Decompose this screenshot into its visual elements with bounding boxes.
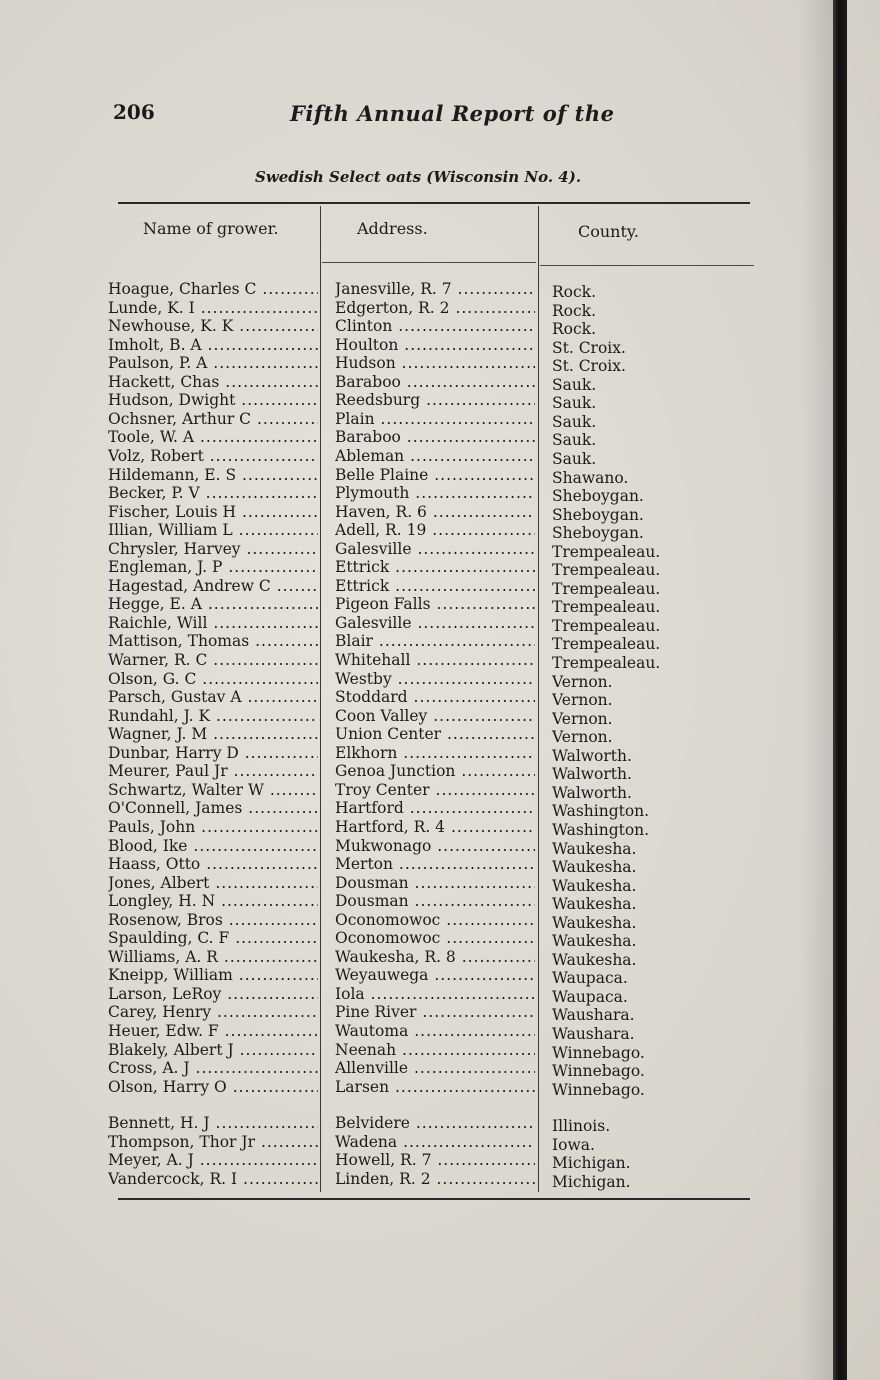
grower-name-cell	[108, 874, 318, 892]
grower-name: Dunbar, Harry D	[108, 743, 239, 762]
address-cell	[335, 299, 535, 317]
grower-name-cell	[108, 503, 318, 521]
address-cell	[335, 929, 535, 947]
grower-name: Vandercock, R. I	[108, 1169, 238, 1188]
county-cell: Sauk.	[552, 412, 597, 431]
grower-name: Blakely, Albert J	[108, 1040, 234, 1059]
address: Union Center	[335, 725, 442, 744]
address: Baraboo	[335, 428, 401, 447]
address-cell	[335, 503, 535, 521]
address: Ettrick	[335, 576, 390, 595]
address-cell	[335, 540, 535, 558]
grower-name: Chrysler, Harvey	[108, 539, 241, 558]
county-cell: Winnebago.	[552, 1080, 645, 1099]
grower-name-cell	[108, 280, 318, 298]
grower-name-cell	[108, 929, 318, 947]
grower-name: Imholt, B. A	[108, 335, 202, 354]
address-cell	[335, 558, 535, 576]
address: Houlton	[335, 335, 399, 354]
address-cell	[335, 744, 535, 762]
address-cell	[335, 892, 535, 910]
address: Whitehall	[335, 651, 411, 669]
grower-name: Carey, Henry	[108, 1003, 212, 1022]
grower-name: Mattison, Thomas	[108, 632, 250, 651]
grower-name: Fischer, Louis H	[108, 502, 237, 521]
address-cell	[335, 447, 535, 465]
grower-name-cell	[108, 985, 318, 1003]
county-cell: Sheboygan.	[552, 524, 644, 543]
grower-name: Meurer, Paul Jr	[108, 762, 228, 781]
address: Westby	[335, 669, 392, 688]
grower-name: Cross, A. J	[108, 1059, 190, 1078]
address: Oconomowoc	[335, 929, 441, 948]
grower-name-cell	[108, 577, 318, 595]
county-cell: Shawano.	[552, 468, 629, 487]
column-header-name: Name of grower.	[143, 219, 279, 238]
grower-name: Parsch, Gustav A	[108, 688, 242, 707]
column-divider-1	[320, 206, 321, 1192]
address-cell	[335, 484, 535, 502]
address-cell	[335, 911, 535, 929]
grower-name-cell	[108, 892, 318, 910]
address: Elkhorn	[335, 743, 398, 762]
grower-name-cell	[108, 391, 318, 409]
book-spine	[833, 0, 847, 1380]
grower-name-cell	[108, 632, 318, 650]
address: Edgerton, R. 2	[335, 298, 450, 317]
county-cell: Iowa.	[552, 1135, 595, 1154]
running-title: Fifth Annual Report of the	[290, 101, 615, 126]
county-cell: Waukesha.	[552, 858, 637, 877]
grower-name: Heuer, Edw. F	[108, 1022, 219, 1040]
county-cell: Trempealeau.	[552, 598, 661, 617]
address-cell	[335, 1003, 535, 1021]
grower-name-cell	[108, 799, 318, 817]
grower-name: Haass, Otto	[108, 855, 201, 874]
grower-name: Paulson, P. A	[108, 354, 208, 373]
address: Hartford	[335, 799, 404, 818]
grower-name-cell	[108, 595, 318, 613]
county-cell: Walworth.	[552, 783, 632, 802]
grower-name-cell	[108, 1170, 318, 1188]
address-cell	[335, 595, 535, 613]
address: Stoddard	[335, 688, 408, 707]
grower-name-cell	[108, 1151, 318, 1169]
county-cell: Sheboygan.	[552, 505, 644, 524]
address: Oconomowoc	[335, 910, 441, 929]
grower-name-cell	[108, 688, 318, 706]
county-cell: Sauk.	[552, 375, 597, 394]
address-cell	[335, 837, 535, 855]
grower-name-cell	[108, 1059, 318, 1077]
table-bottom-rule	[118, 1198, 750, 1200]
county-cell: Waupaca.	[552, 987, 628, 1006]
address-cell	[335, 317, 535, 335]
grower-name: Ochsner, Arthur C	[108, 409, 252, 428]
grower-name-cell	[108, 336, 318, 354]
grower-name: Hegge, E. A	[108, 595, 202, 614]
grower-name-cell	[108, 744, 318, 762]
address: Dousman	[335, 873, 409, 892]
grower-name-cell	[108, 1003, 318, 1021]
county-cell: Winnebago.	[552, 1062, 645, 1081]
grower-name-cell	[108, 484, 318, 502]
address-cell	[335, 725, 535, 743]
grower-name-cell	[108, 428, 318, 446]
grower-name-cell	[108, 762, 318, 780]
address-cell	[335, 874, 535, 892]
address: Waukesha, R. 8	[335, 947, 456, 966]
county-cell: Waushara.	[552, 1025, 635, 1043]
address-cell	[335, 799, 535, 817]
address-cell	[335, 428, 535, 446]
county-cell: Michigan.	[552, 1154, 631, 1173]
grower-name: Olson, Harry O	[108, 1077, 227, 1096]
county-cell: St. Croix.	[552, 338, 626, 357]
address: Neenah	[335, 1040, 397, 1059]
address: Iola	[335, 984, 365, 1003]
grower-name-cell	[108, 521, 318, 539]
county-cell: Trempealeau.	[552, 542, 661, 561]
county-cell: Waukesha.	[552, 839, 637, 858]
county-cell: Trempealeau.	[552, 579, 661, 598]
address-cell	[335, 670, 535, 688]
grower-name-cell	[108, 540, 318, 558]
grower-name: Thompson, Thor Jr	[108, 1132, 256, 1151]
county-cell: Rock.	[552, 283, 597, 301]
address-header-underline	[322, 262, 536, 263]
grower-name-cell	[108, 948, 318, 966]
address: Blair	[335, 632, 373, 651]
address: Allenville	[335, 1059, 409, 1078]
county-cell: Waushara.	[552, 1006, 635, 1025]
grower-name: Jones, Albert	[108, 873, 210, 892]
county-cell: Sauk.	[552, 431, 597, 450]
page-number: 206	[113, 100, 155, 124]
county-cell: Michigan.	[552, 1172, 631, 1191]
grower-name: Blood, Ike	[108, 836, 188, 855]
grower-name-cell	[108, 707, 318, 725]
grower-name: Pauls, John	[108, 817, 196, 836]
county-cell: Trempealeau.	[552, 616, 661, 635]
address-cell	[335, 762, 535, 780]
address-cell	[335, 948, 535, 966]
grower-name: Schwartz, Walter W	[108, 780, 264, 799]
address: Larsen	[335, 1077, 390, 1096]
address-cell	[335, 1151, 535, 1169]
address: Plain	[335, 409, 375, 428]
grower-name-cell	[108, 1078, 318, 1096]
grower-name: Hackett, Chas	[108, 372, 220, 391]
grower-name: O'Connell, James	[108, 799, 243, 818]
address-cell	[335, 466, 535, 484]
grower-name-cell	[108, 1022, 318, 1040]
county-cell: Walworth.	[552, 746, 632, 765]
address: Ettrick	[335, 558, 390, 577]
grower-name-cell	[108, 466, 318, 484]
address-cell	[335, 1170, 535, 1188]
address-cell	[335, 336, 535, 354]
grower-name-cell	[108, 818, 318, 836]
address-cell	[335, 966, 535, 984]
address-cell	[335, 1022, 535, 1040]
grower-name: Larson, LeRoy	[108, 984, 222, 1003]
county-cell: Illinois.	[552, 1117, 611, 1136]
grower-name: Meyer, A. J	[108, 1151, 194, 1170]
grower-name: Volz, Robert	[108, 446, 204, 465]
county-cell: Trempealeau.	[552, 654, 661, 672]
grower-name: Hildemann, E. S	[108, 465, 237, 484]
address: Linden, R. 2	[335, 1169, 431, 1188]
address: Mukwonago	[335, 836, 432, 855]
grower-name: Hagestad, Andrew C	[108, 576, 271, 595]
county-cell: Trempealeau.	[552, 561, 661, 580]
county-cell: Vernon.	[552, 691, 613, 710]
county-cell: St. Croix.	[552, 357, 626, 376]
grower-name-cell	[108, 373, 318, 391]
county-cell: Sauk.	[552, 394, 597, 413]
address: Merton	[335, 855, 393, 874]
column-header-address: Address.	[357, 219, 428, 238]
county-cell: Rock.	[552, 301, 597, 320]
grower-name: Rundahl, J. K	[108, 706, 211, 725]
address: Clinton	[335, 317, 393, 336]
address: Pine River	[335, 1003, 417, 1022]
address-cell	[335, 410, 535, 428]
grower-name-cell	[108, 725, 318, 743]
county-cell: Washington.	[552, 820, 650, 839]
address-cell	[335, 1133, 535, 1151]
address-cell	[335, 985, 535, 1003]
address: Hartford, R. 4	[335, 817, 446, 836]
grower-name: Bennett, H. J	[108, 1114, 210, 1133]
grower-name-cell	[108, 837, 318, 855]
address-cell	[335, 373, 535, 391]
address-cell	[335, 1078, 535, 1096]
county-cell: Waukesha.	[552, 913, 637, 932]
county-cell: Rock.	[552, 320, 597, 339]
county-cell: Vernon.	[552, 728, 613, 747]
grower-name: Rosenow, Bros	[108, 910, 223, 929]
column-header-county: County.	[578, 222, 639, 241]
address: Galesville	[335, 539, 412, 558]
address: Plymouth	[335, 484, 410, 503]
grower-name: Williams, A. R	[108, 947, 218, 966]
address: Weyauwega	[335, 966, 429, 985]
address: Wadena	[335, 1132, 398, 1151]
address: Belle Plaine	[335, 465, 429, 484]
grower-name-cell	[108, 447, 318, 465]
address: Troy Center	[335, 780, 430, 799]
address: Wautoma	[335, 1022, 409, 1040]
grower-name: Kneipp, William	[108, 966, 233, 985]
address: Genoa Junction	[335, 762, 456, 781]
county-cell: Waukesha.	[552, 895, 637, 914]
county-cell: Sauk.	[552, 449, 597, 468]
county-cell: Trempealeau.	[552, 635, 661, 654]
address-cell	[335, 614, 535, 632]
county-cell: Sheboygan.	[552, 487, 644, 506]
county-cell: Walworth.	[552, 765, 632, 784]
grower-name-cell	[108, 1114, 318, 1132]
county-cell: Waukesha.	[552, 950, 637, 969]
address: Hudson	[335, 354, 396, 373]
grower-name-cell	[108, 410, 318, 428]
grower-name: Illian, William L	[108, 521, 233, 540]
grower-name: Hudson, Dwight	[108, 391, 236, 410]
address: Belvidere	[335, 1114, 410, 1133]
address-cell	[335, 651, 535, 669]
grower-name: Hoague, Charles C	[108, 280, 257, 298]
address: Galesville	[335, 613, 412, 632]
address: Adell, R. 19	[335, 521, 427, 540]
county-cell: Winnebago.	[552, 1043, 645, 1062]
address-cell	[335, 280, 535, 298]
grower-name-cell	[108, 966, 318, 984]
address-cell	[335, 1059, 535, 1077]
address: Reedsburg	[335, 391, 421, 410]
grower-name: Longley, H. N	[108, 892, 216, 911]
county-cell: Washington.	[552, 802, 650, 821]
county-cell: Vernon.	[552, 672, 613, 691]
address-cell	[335, 1114, 535, 1132]
address-cell	[335, 354, 535, 372]
county-cell: Waukesha.	[552, 876, 637, 895]
grower-name-cell	[108, 558, 318, 576]
grower-name-cell	[108, 911, 318, 929]
grower-name: Warner, R. C	[108, 651, 208, 669]
grower-name: Olson, G. C	[108, 669, 197, 688]
address-cell	[335, 818, 535, 836]
grower-name-cell	[108, 614, 318, 632]
grower-name-cell	[108, 1133, 318, 1151]
address: Ableman	[335, 446, 405, 465]
grower-name: Toole, W. A	[108, 428, 195, 447]
grower-name: Wagner, J. M	[108, 725, 208, 744]
grower-name-cell	[108, 670, 318, 688]
address-cell	[335, 632, 535, 650]
grower-name-cell	[108, 855, 318, 873]
address-cell	[335, 855, 535, 873]
address-cell	[335, 1041, 535, 1059]
grower-name-cell	[108, 299, 318, 317]
address: Dousman	[335, 892, 409, 911]
county-cell: Vernon.	[552, 709, 613, 728]
grower-name: Raichle, Will	[108, 613, 208, 632]
grower-name: Becker, P. V	[108, 484, 200, 503]
table-top-rule	[118, 202, 750, 204]
address: Coon Valley	[335, 706, 428, 725]
column-divider-2	[538, 206, 539, 1192]
address: Baraboo	[335, 372, 401, 391]
grower-name: Lunde, K. I	[108, 298, 195, 317]
grower-name-cell	[108, 1041, 318, 1059]
address: Pigeon Falls	[335, 595, 431, 614]
grower-name-cell	[108, 354, 318, 372]
address: Howell, R. 7	[335, 1151, 432, 1170]
address: Haven, R. 6	[335, 502, 427, 521]
grower-name: Engleman, J. P	[108, 558, 223, 577]
grower-name-cell	[108, 781, 318, 799]
address-cell	[335, 707, 535, 725]
county-cell: Waupaca.	[552, 969, 628, 988]
grower-name-cell	[108, 317, 318, 335]
grower-name: Spaulding, C. F	[108, 929, 230, 948]
address-cell	[335, 521, 535, 539]
page-gutter-shadow	[800, 0, 833, 1380]
address-cell	[335, 391, 535, 409]
address-cell	[335, 781, 535, 799]
county-header-underline	[540, 265, 754, 266]
table-caption: Swedish Select oats (Wisconsin No. 4).	[255, 168, 582, 186]
address-cell	[335, 688, 535, 706]
address: Janesville, R. 7	[335, 280, 452, 298]
county-cell: Waukesha.	[552, 932, 637, 951]
grower-name: Newhouse, K. K	[108, 317, 234, 336]
grower-name-cell	[108, 651, 318, 669]
address-cell	[335, 577, 535, 595]
